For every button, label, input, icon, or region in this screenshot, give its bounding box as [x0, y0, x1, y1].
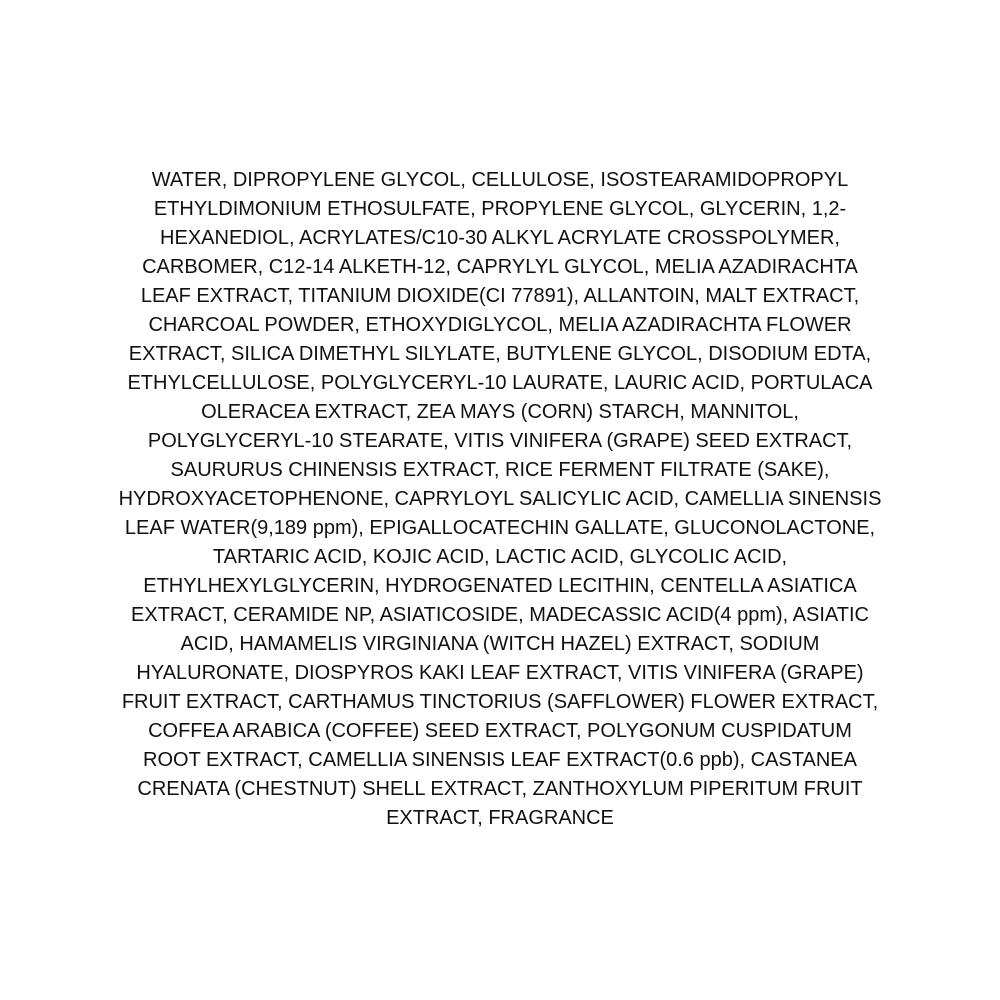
- ingredients-line: ETHYLCELLULOSE, POLYGLYCERYL-10 LAURATE, LAURIC ACID, PORTULACA: [127, 372, 873, 394]
- ingredients-line: EXTRACT, FRAGRANCE: [386, 807, 614, 829]
- ingredients-line: TARTARIC ACID, KOJIC ACID, LACTIC ACID, GLYCOLIC ACID,: [212, 546, 788, 568]
- ingredients-line: LEAF WATER(9,189 ppm), EPIGALLOCATECHIN GALLATE, GLUCONOLACTONE,: [124, 517, 876, 539]
- ingredients-line: OLERACEA EXTRACT, ZEA MAYS (CORN) STARCH, MANNITOL,: [201, 401, 799, 423]
- ingredients-line: ETHYLHEXYLGLYCERIN, HYDROGENATED LECITHIN, CENTELLA ASIATICA: [143, 575, 857, 597]
- ingredients-line: SAURURUS CHINENSIS EXTRACT, RICE FERMENT FILTRATE (SAKE),: [170, 459, 830, 481]
- ingredients-line: CRENATA (CHESTNUT) SHELL EXTRACT, ZANTHOXYLUM PIPERITUM FRUIT: [137, 778, 863, 800]
- ingredients-line: FRUIT EXTRACT, CARTHAMUS TINCTORIUS (SAFFLOWER) FLOWER EXTRACT,: [121, 691, 879, 713]
- ingredients-line: COFFEA ARABICA (COFFEE) SEED EXTRACT, POLYGONUM CUSPIDATUM: [148, 720, 852, 742]
- ingredients-line: EXTRACT, SILICA DIMETHYL SILYLATE, BUTYLENE GLYCOL, DISODIUM EDTA,: [128, 343, 872, 365]
- ingredients-line: HYALURONATE, DIOSPYROS KAKI LEAF EXTRACT, VITIS VINIFERA (GRAPE): [136, 662, 864, 684]
- ingredients-line: ETHYLDIMONIUM ETHOSULFATE, PROPYLENE GLYCOL, GLYCERIN, 1,2-: [153, 198, 847, 220]
- ingredients-line: ACID, HAMAMELIS VIRGINIANA (WITCH HAZEL) EXTRACT, SODIUM: [180, 633, 820, 655]
- ingredients-line: POLYGLYCERYL-10 STEARATE, VITIS VINIFERA (GRAPE) SEED EXTRACT,: [147, 430, 853, 452]
- ingredients-line: HEXANEDIOL, ACRYLATES/C10-30 ALKYL ACRYLATE CROSSPOLYMER,: [160, 227, 840, 249]
- ingredients-line: EXTRACT, CERAMIDE NP, ASIATICOSIDE, MADECASSIC ACID(4 ppm), ASIATIC: [131, 604, 869, 626]
- ingredients-line: CARBOMER, C12-14 ALKETH-12, CAPRYLYL GLYCOL, MELIA AZADIRACHTA: [142, 256, 858, 278]
- ingredients-line: HYDROXYACETOPHENONE, CAPRYLOYL SALICYLIC ACID, CAMELLIA SINENSIS: [118, 488, 882, 510]
- ingredients-line: WATER, DIPROPYLENE GLYCOL, CELLULOSE, ISOSTEARAMIDOPROPYL: [151, 169, 849, 191]
- ingredients-line: ROOT EXTRACT, CAMELLIA SINENSIS LEAF EXTRACT(0.6 ppb), CASTANEA: [143, 749, 857, 771]
- ingredients-line: LEAF EXTRACT, TITANIUM DIOXIDE(CI 77891), ALLANTOIN, MALT EXTRACT,: [140, 285, 860, 307]
- ingredients-list: [0, 166, 1000, 833]
- ingredients-line: CHARCOAL POWDER, ETHOXYDIGLYCOL, MELIA AZADIRACHTA FLOWER: [148, 314, 852, 336]
